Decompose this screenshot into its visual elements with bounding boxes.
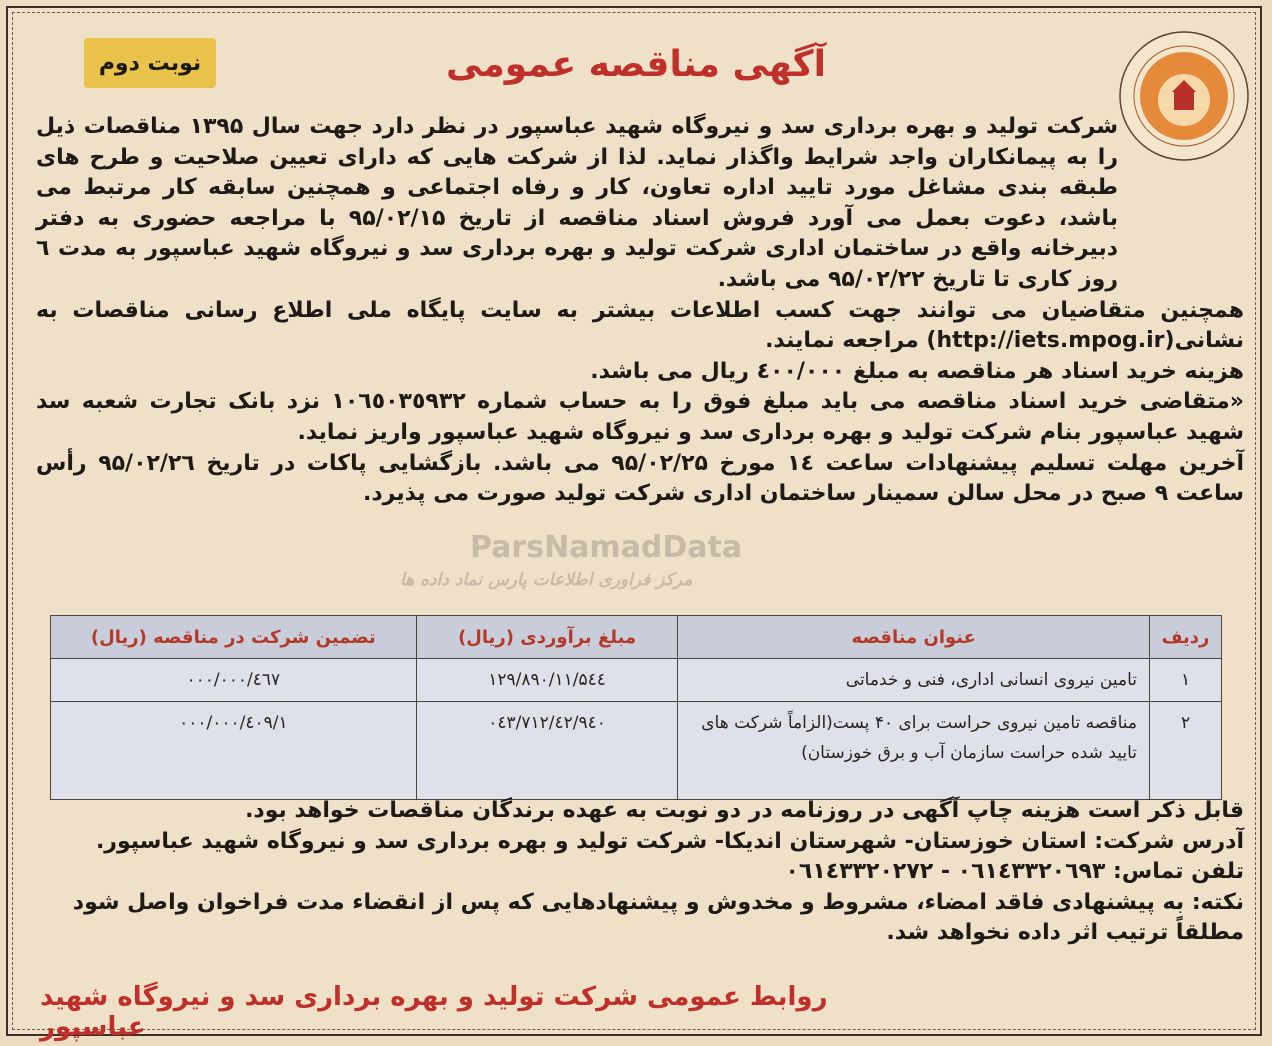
tenders-table [50,615,1222,800]
table-row [51,659,1222,702]
edition-badge: نوبت دوم [84,38,216,88]
header-guarantee: تضمین شرکت در مناقصه (ریال) [51,616,417,659]
tender-title: مناقصه تامین نیروی حراست برای ۴۰ پست(الزاماً شرکت های تایید شده حراست سازمان آب و برق خوزستان) [678,702,1150,800]
footer-note: نکته: به پیشنهادی فاقد امضاء، مشروط و مخدوش و پیشنهادهایی که پس از انقضاء مدت فراخوان واصل شود مطلقاً ترتیب اثر داده نخواهد شد. [72,889,1244,945]
watermark-brand: ParsNamadData [470,530,743,565]
paragraph-payment: «متقاضی خرید اسناد مناقصه می باید مبلغ فوق را به حساب شماره ۱۰٦٥٠٣٥٩٣٢ نزد بانک تجارت شعبه سد شهید عباسپور بنام شرکت تولید و بهره برداری سد و نیروگاه شهید عباسپور واریز نماید. [36,389,1244,445]
footer-phone: تلفن تماس: ٠٦١٤۳۳۲٠٦۹۳ - ٠٦١٤۳۳۲٠۲۷۲ [785,859,1244,884]
paragraph-website: همچنین متقاضیان می توانند جهت کسب اطلاعات بیشتر به سایت پایگاه ملی اطلاع رسانی مناقصات به نشانی(http://iets.mpog.ir) مراجعه نمایند. [36,297,1244,354]
estimate-amount: ۱۱/۵٤٤/۱۲۹/۸۹۰ [416,659,678,702]
notice-body [36,112,1244,510]
notice-title: آگهی مناقصه عمومی [446,44,826,85]
row-number: ۲ [1150,702,1222,800]
footer-address: آدرس شرکت: استان خوزستان- شهرستان اندیکا- شرکت تولید و بهره برداری سد و نیروگاه شهید عباسپور. [95,828,1244,854]
signature-line: روابط عمومی شرکت تولید و بهره برداری سد و نیروگاه شهید عباسپور [40,982,828,1042]
paragraph-intro: شرکت تولید و بهره برداری سد و نیروگاه شهید عباسپور در نظر دارد جهت سال ۱۳۹۵ مناقصات ذیل را به پیمانکاران واجد شرایط واگذار نماید. لذا از شرکت هایی که دارای تعیین صلاحیت و طرح های طبقه بندی مشاغل مورد تایید اداره تعاون، کار و رفاه اجتماعی و همچنین سابقه کار مرتبط می باشد، دعوت بعمل می آورد فروش اسناد مناقصه از تاریخ ۹۵/۰۲/۱۵ با مراجعه حضوری به دفتر دبیرخانه واقع در ساختمان اداری شرکت تولید و بهره برداری سد و نیروگاه شهید عباسپور به مدت ٦ روز کاری تا تاریخ ۹۵/۰۲/۲۲ می باشد. [36,114,1118,292]
estimate-amount: ٤۲/۹٤٠/۷۱۲/٠٤۳ [416,702,678,800]
notice-footer [36,796,1244,949]
header-estimate: مبلغ برآوردی (ریال) [416,616,678,659]
footer-print-cost: قابل ذکر است هزینه چاپ آگهی در روزنامه در دو نوبت به عهده برندگان مناقصات خواهد بود. [245,798,1244,823]
table-row [51,702,1222,800]
row-number: ۱ [1150,659,1222,702]
watermark-subtitle: مرکز فراوری اطلاعات پارس نماد داده ها [400,570,693,590]
header-tender-title: عنوان مناقصه [678,616,1150,659]
table-header-row [51,616,1222,659]
guarantee-amount: ٤٦۷/٠٠٠/٠٠٠ [51,659,417,702]
paragraph-document-fee: هزینه خرید اسناد هر مناقصه به مبلغ ٤٠٠/٠٠٠ ریال می باشد. [590,358,1244,384]
paragraph-deadline: آخرین مهلت تسلیم پیشنهادات ساعت ١٤ مورخ ۹۵/۰۲/۲۵ می باشد. بازگشایی پاکات در تاریخ ۹۵/۰۲/۲٦ رأس ساعت ۹ صبح در محل سالن سمینار ساختمان اداری شرکت تولید صورت می پذیرد. [36,450,1244,507]
tender-title: تامین نیروی انسانی اداری، فنی و خدماتی [678,659,1150,702]
guarantee-amount: ۱/٤٠۹/٠٠٠/٠٠٠ [51,702,417,800]
header-row-number: ردیف [1150,616,1222,659]
